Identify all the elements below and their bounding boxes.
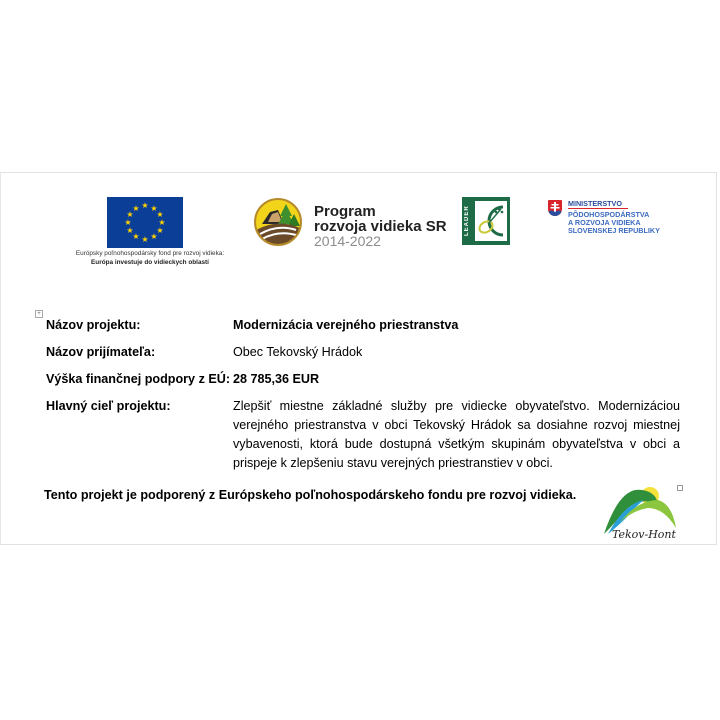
leader-logo-icon (462, 197, 510, 245)
program-rozvoja-vidieka-emblem-icon (254, 198, 302, 246)
eu-caption-fund: Európsky poľnohospodársky fond pre rozvoj vidieka: (75, 250, 225, 257)
tekov-hont-text: Tekov-Hont (612, 528, 676, 541)
value-recipient: Obec Tekovský Hrádok (233, 345, 363, 359)
value-main-goal: Zlepšiť miestne základné služby pre vidiecke obyvateľstvo. Modernizáciou verejného priestranstva v obci Tekovský Hrádok sa dosiahne rozvoj miestnej vybavenosti, ktorá bude dostupná všetkým skupinám obyvateľstva v obci a prispeje k zlepšeniu stavu verejných priestranstiev v obci. (233, 399, 680, 470)
ministry-divider (568, 208, 628, 209)
label-eu-support: Výška finančnej podpory z EÚ: (46, 372, 231, 386)
ministry-line2: PÔDOHOSPODÁRSTVA (568, 210, 650, 219)
prv-title-line1: Program (314, 203, 376, 220)
funding-statement: Tento projekt je podporený z Európskeho poľnohospodárskeho fondu pre rozvoj vidieka. (44, 488, 577, 502)
prv-title-line2: rozvoja vidieka SR (314, 218, 447, 235)
label-main-goal: Hlavný cieľ projektu: (46, 399, 171, 413)
eu-flag-icon: ★ ★ ★ ★ ★ ★ ★ ★ ★ ★ ★ ★ (107, 197, 183, 248)
ministry-line1: MINISTERSTVO (568, 199, 622, 208)
prv-years: 2014-2022 (314, 233, 381, 249)
ministry-line4: SLOVENSKEJ REPUBLIKY (568, 226, 660, 235)
label-project-name: Názov projektu: (46, 318, 141, 332)
table-move-handle-icon[interactable]: + (35, 310, 43, 318)
eu-caption-slogan: Európa investuje do vidieckych oblastí (91, 259, 209, 266)
leader-text: LEADER (464, 205, 470, 237)
label-recipient: Názov prijímateľa: (46, 345, 156, 359)
slovak-coat-of-arms-icon (548, 200, 562, 216)
value-eu-support: 28 785,36 EUR (233, 372, 320, 386)
ministry-line3: A ROZVOJA VIDIEKA (568, 218, 641, 227)
value-project-name: Modernizácia verejného priestranstva (233, 318, 459, 332)
